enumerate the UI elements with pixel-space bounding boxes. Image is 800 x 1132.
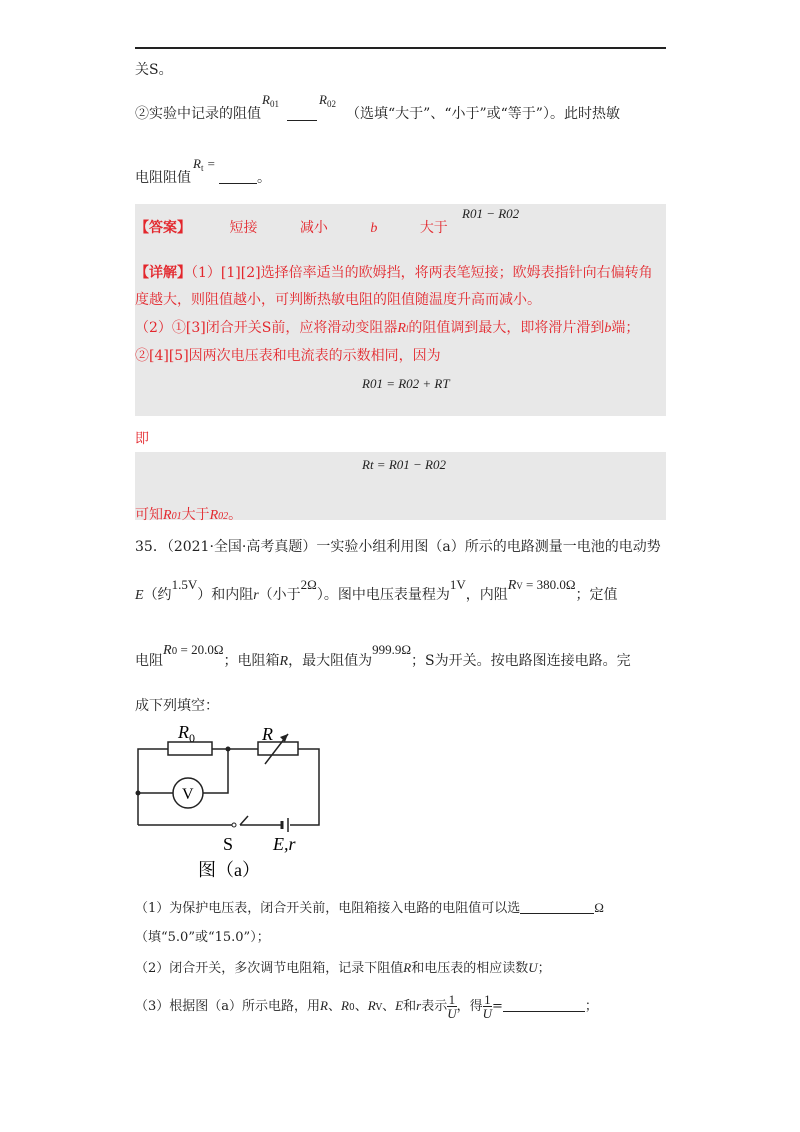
switch-contact: [232, 823, 236, 827]
detail-formula-1: R01 = R02 + RT: [362, 376, 450, 391]
rheostat-arrow-head: [280, 734, 288, 742]
label-R: R: [262, 724, 273, 744]
wire-right: [290, 749, 319, 825]
answer-formula: R01 − R02: [462, 206, 520, 221]
q35-line4: 成下列填空：: [135, 698, 219, 714]
label-R0: $R_0$: [178, 722, 195, 745]
q34-line2: ②实验中记录的阻值: [135, 106, 261, 122]
answer-blank: [287, 104, 317, 123]
answer-2: 减小: [299, 220, 328, 236]
q34-line1: 关S。: [135, 62, 173, 78]
switch-blade: [240, 816, 248, 825]
detail-formula-2: Rt = R01 − R02: [362, 457, 446, 472]
answer-blank: [503, 997, 585, 1012]
symbol-Rt: $R_t$ =: [193, 156, 216, 173]
label-V: V: [182, 786, 194, 803]
q35-s3: （3）根据图（a）所示电路，用R、R0、RV、E和r表示 $\frac{1}{U}$ ，得 $\frac{1}{U}$ = ；: [135, 992, 598, 1021]
q35-head: 35．（2021·全国·高考真题）一实验小组利用图（a）所示的电路测量一电池的电动势: [135, 539, 661, 555]
q34-line2-rest: （选填“大于”、“小于”或“等于”）。此时热敏: [346, 106, 620, 122]
q35-s1b: （填“5.0”或“15.0”）；: [135, 930, 270, 945]
q35-s2: （2）闭合开关，多次调节电阻箱，记录下阻值R和电压表的相应读数U；: [135, 960, 551, 976]
detail-p2a: （2）①[3]闭合开关S前，应将滑动变阻器Rl的阻值调到最大，即将滑片滑到b端；: [135, 320, 640, 336]
detail-p1b: 度越大，则阻值越小，可判断热敏电阻的阻值随温度升高而减小。: [135, 292, 541, 308]
detail-p1a: 【详解】（1）[1][2]选择倍率适当的欧姆挡，将两表笔短接；欧姆表指针向右偏转角: [135, 265, 653, 281]
answer-1: 短接: [229, 220, 258, 236]
answer-line: [135, 218, 448, 239]
q35-line2: E（约1.5V）和内阻r（小于2Ω）。图中电压表量程为1V，内阻RV = 380.0Ω；定值: [135, 577, 618, 603]
detail-p2b: ②[4][5]因两次电压表和电流表的示数相同，因为: [135, 348, 441, 364]
header-rule: [135, 47, 666, 49]
answer-blank: [520, 899, 594, 914]
answer-blank: [219, 169, 257, 184]
label-S: S: [223, 834, 234, 854]
symbol-R01: $R_{01}$: [262, 92, 279, 109]
q35-line3: 电阻R0 = 20.0Ω；电阻箱R，最大阻值为999.9Ω；S为开关。按电路图连接电路。完: [135, 642, 631, 669]
junction-dot: [226, 747, 231, 752]
answer-3: b: [370, 221, 378, 236]
answer-label: 【答案】: [135, 220, 191, 236]
label-Er: E,r: [273, 834, 296, 854]
answer-4: 大于: [419, 220, 448, 236]
q35-s1a: （1）为保护电压表，闭合开关前，电阻箱接入电路的电阻值可以选 Ω: [135, 900, 604, 916]
figure-caption: 图（a）: [198, 860, 260, 880]
detail-ji: 即: [135, 431, 149, 447]
symbol-R02: $R_{02}$: [319, 92, 336, 109]
wire-left-top: [138, 749, 168, 793]
junction-dot: [136, 791, 141, 796]
circuit-diagram: [130, 718, 340, 883]
detail-conclusion: 可知R01大于R02。: [135, 507, 243, 523]
fraction-1-over-U: $\frac{1}{U}$: [482, 992, 493, 1021]
q34-line3: 电阻阻值 。: [135, 170, 271, 186]
fraction-1-over-U: $\frac{1}{U}$: [447, 992, 457, 1021]
